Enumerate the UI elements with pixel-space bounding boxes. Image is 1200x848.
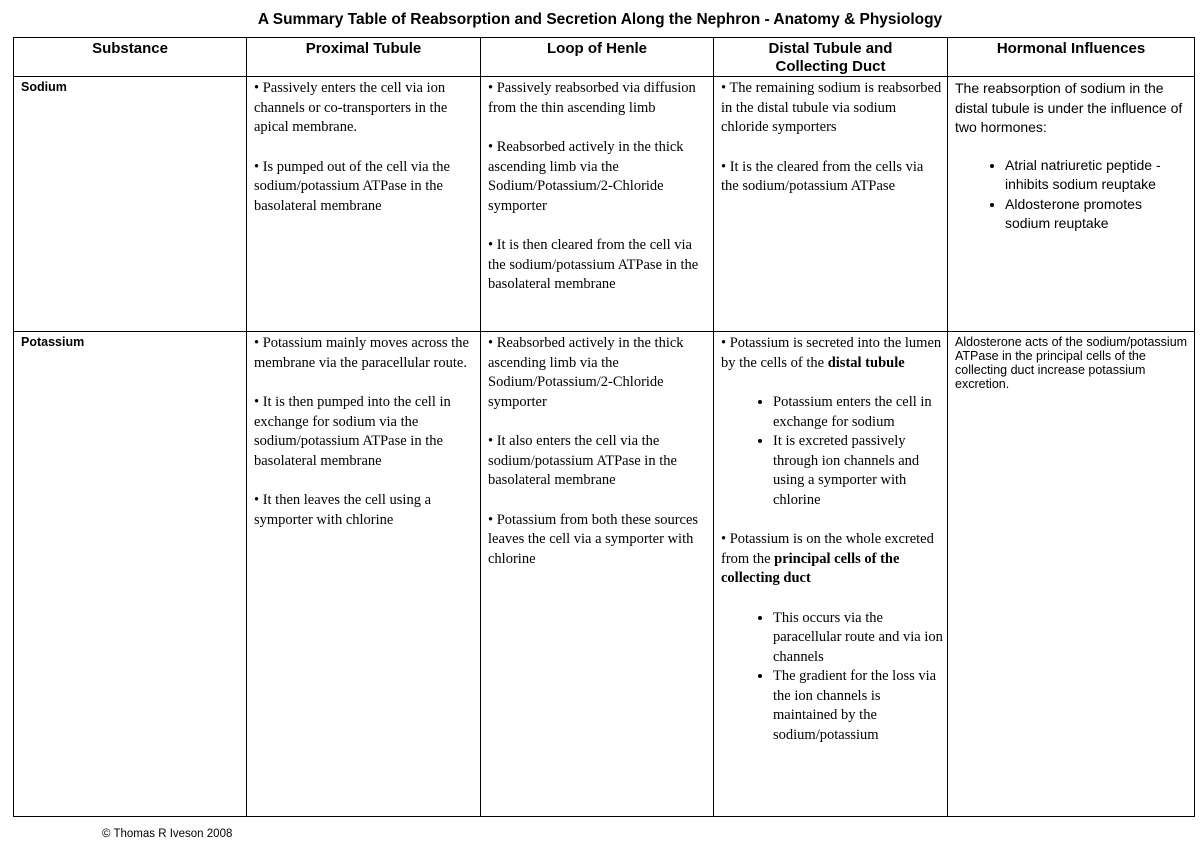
- header-distal-line1: Distal Tubule and: [768, 40, 893, 57]
- table-row-sodium: [14, 77, 1195, 332]
- page-title: A Summary Table of Reabsorption and Secretion Along the Nephron - Anatomy & Physiology: [257, 11, 943, 28]
- potassium-distal-point: [721, 530, 943, 589]
- sodium-distal-point: • It is the cleared from the cells via the sodium/potassium ATPase: [721, 158, 924, 194]
- list-item: • Atrial natriuretic peptide - inhibits sodium reuptake: [1005, 156, 1190, 195]
- summary-table: [13, 37, 1195, 817]
- header-distal-tubule: [714, 38, 948, 77]
- potassium-distal-cell: [714, 332, 948, 817]
- potassium-loop-point: • Potassium from both these sources leaves the cell via a symporter with chlorine: [488, 511, 699, 567]
- potassium-loop-point: • Reabsorbed actively in the thick ascending limb via the Sodium/Potassium/2-Chloride symporter: [488, 335, 684, 410]
- list-item: • Potassium enters the cell in exchange for sodium: [773, 393, 943, 432]
- header-row: [14, 38, 1195, 77]
- header-substance: Substance: [14, 38, 247, 77]
- sodium-loop-point: • Reabsorbed actively in the thick ascending limb via the Sodium/Potassium/2-Chloride symporter: [488, 139, 684, 214]
- sodium-hormone-list: [955, 156, 1190, 234]
- sodium-loop-cell: [481, 77, 714, 332]
- row-label-sodium: Sodium: [14, 77, 247, 332]
- potassium-distal-list: [721, 393, 943, 510]
- potassium-distal-point: [721, 334, 943, 373]
- principal-cells-emphasis: principal cells of the collecting duct: [721, 550, 900, 586]
- header-hormonal-influences: Hormonal Influences: [948, 38, 1195, 77]
- sodium-distal-cell: [714, 77, 948, 332]
- list-item: • This occurs via the paracellular route and via ion channels: [773, 609, 943, 668]
- potassium-loop-cell: [481, 332, 714, 817]
- distal-tubule-emphasis: distal tubule: [827, 354, 905, 371]
- potassium-proximal-point: • It then leaves the cell using a symporter with chlorine: [254, 492, 432, 528]
- sodium-hormonal-intro: The reabsorption of sodium in the distal tubule is under the influence of two hormones:: [955, 80, 1183, 135]
- header-distal-line2: Collecting Duct: [775, 58, 886, 75]
- potassium-distal-list: [721, 609, 943, 746]
- list-item: • Aldosterone promotes sodium reuptake: [1005, 195, 1190, 234]
- header-loop-of-henle: Loop of Henle: [481, 38, 714, 77]
- sodium-proximal-cell: [247, 77, 481, 332]
- table-row-potassium: [14, 332, 1195, 817]
- copyright-footer: © Thomas R Iveson 2008: [102, 828, 233, 840]
- potassium-distal-text: • Potassium is on the whole excreted from the: [721, 531, 934, 567]
- potassium-loop-point: • It also enters the cell via the sodium/potassium ATPase in the basolateral membrane: [488, 433, 677, 488]
- list-item: • It is excreted passively through ion channels and using a symporter with chlorine: [773, 432, 943, 510]
- header-proximal-tubule: Proximal Tubule: [247, 38, 481, 77]
- potassium-hormonal-cell: Aldosterone acts of the sodium/potassium ATPase in the principal cells of the collecting duct increase potassium excretion.: [948, 332, 1195, 817]
- potassium-proximal-point: • It is then pumped into the cell in exchange for sodium via the sodium/potassium ATPase in the basolateral membrane: [254, 394, 451, 469]
- sodium-distal-point: • The remaining sodium is reabsorbed in the distal tubule via sodium chloride symporters: [721, 80, 942, 135]
- potassium-proximal-cell: [247, 332, 481, 817]
- potassium-proximal-point: • Potassium mainly moves across the membrane via the paracellular route.: [254, 335, 469, 371]
- sodium-proximal-point: • Is pumped out of the cell via the sodium/potassium ATPase in the basolateral membrane: [254, 158, 450, 214]
- row-label-potassium: Potassium: [14, 332, 247, 817]
- potassium-distal-text: • Potassium is secreted into the lumen by the cells of the: [721, 335, 942, 371]
- sodium-loop-point: • Passively reabsorbed via diffusion from the thin ascending limb: [488, 80, 696, 116]
- sodium-loop-point: • It is then cleared from the cell via the sodium/potassium ATPase in the basolateral membrane: [488, 237, 699, 292]
- sodium-proximal-point: • Passively enters the cell via ion channels or co-transporters in the apical membrane.: [254, 80, 448, 135]
- sodium-hormonal-cell: [948, 77, 1195, 332]
- list-item: • The gradient for the loss via the ion channels is maintained by the sodium/potassium: [773, 667, 943, 745]
